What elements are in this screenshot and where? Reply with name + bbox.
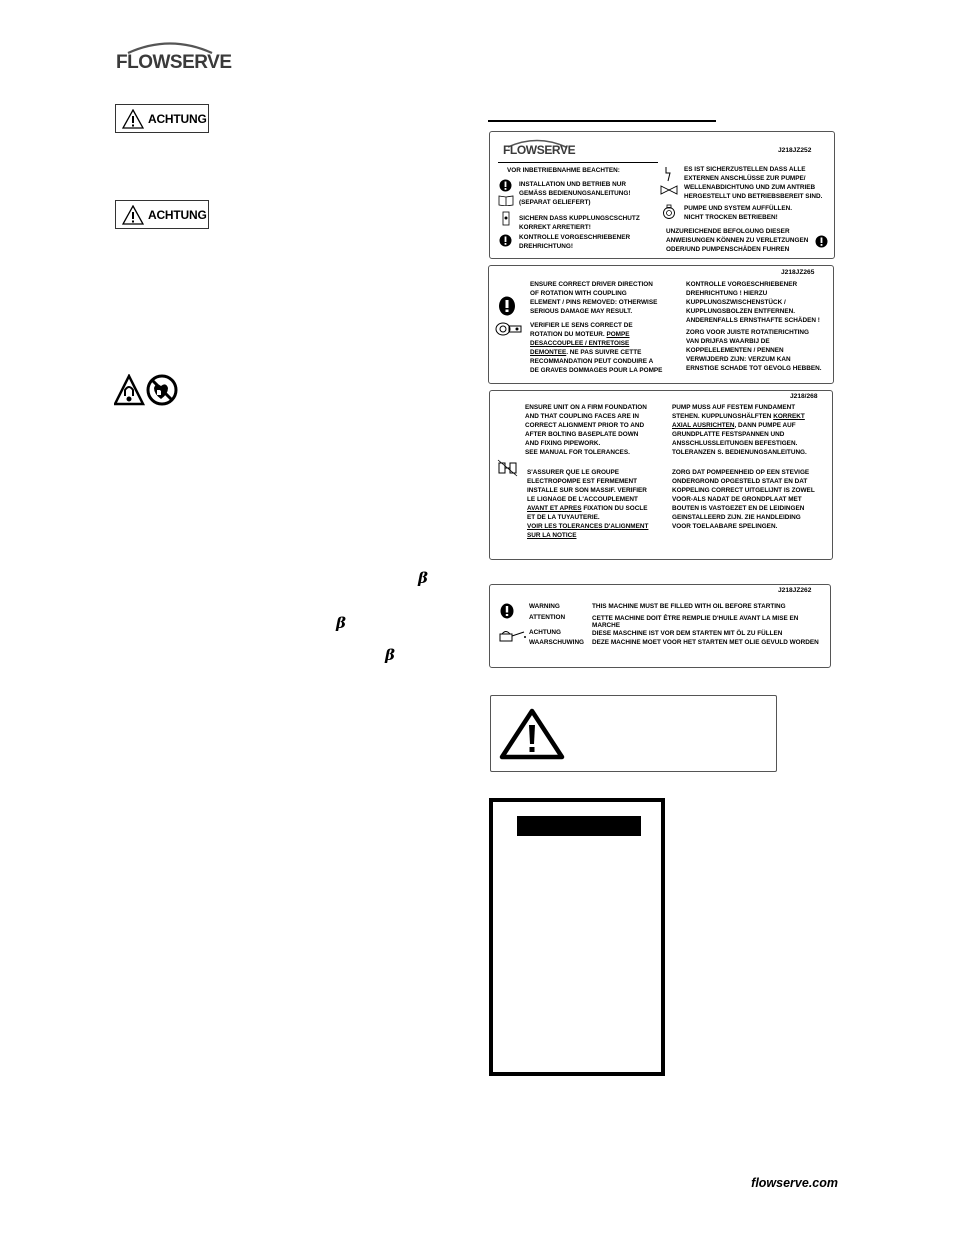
en-text: ENSURE CORRECT DRIVER DIRECTION OF ROTATION WITH COUPLING ELEMENT / PINS REMOVED: OTHERWISE SERIOUS DAMAGE MAY RESULT. (530, 281, 658, 315)
beta-symbol: β (336, 614, 346, 632)
de-text: PUMP MUSS AUF FESTEM FUNDAMENT STEHEN. KUPPLUNGSHÄLFTEN KORREKT AXIAL AUSRICHTEN, DANN PUMPE AUF GRUNDPLATTE FESTSPANNEN UND ANSSCHLUSSLEITUNGEN BEFESTIGEN. TOLERANZEN S. BEDIENUNGSANLEITUNG. (672, 404, 807, 456)
fr-text: S'ASSURER QUE LE GROUPE ELECTROPOMPE EST FERMEMENT INSTALLE SUR SON MASSIF. VERIFIER LE LIGNAGE DE L'ACCOUPLEMENT AVANT ET APRES FIXATION DU SOCLE ET DE LA TUYAUTERIE. VOIR LES TOLERANCES D'ALIGNMENT SUR LA NOTICE (527, 469, 649, 539)
exclamation-icon (815, 235, 828, 248)
section-divider (488, 120, 716, 122)
alignment-check-icon (497, 459, 519, 477)
footer-url: flowserve.com (751, 1176, 838, 1190)
exclamation-icon (500, 603, 514, 619)
warning-key: WARNING (529, 603, 560, 610)
beta-symbol: β (385, 646, 395, 664)
safety-label-1 (489, 131, 835, 259)
exclamation-icon (499, 179, 512, 192)
flowserve-logo (116, 40, 232, 82)
achtung-badge-2 (115, 200, 209, 229)
warning-triangle-icon (122, 205, 144, 225)
attention-key: ATTENTION (529, 614, 566, 621)
achtung-badge-1 (115, 104, 209, 133)
en-text: ENSURE UNIT ON A FIRM FOUNDATION AND THAT COUPLING FACES ARE IN CORRECT ALIGNMENT PRIOR TO AND AFTER BOLTING BASEPLATE DOWN AND FIXING PIPEWORK. SEE MANUAL FOR TOLERANCES. (525, 404, 647, 456)
logo-text: FLOWSERVE (116, 52, 232, 73)
valve-icon (660, 184, 678, 196)
label-title: VOR INBETRIEBNAHME BEACHTEN: (507, 167, 620, 174)
coupling-guard-icon (500, 210, 512, 226)
de-text: KONTROLLE VORGESCHRIEBENER DREHRICHTUNG ! HIERZU KUPPLUNGSZWISCHENSTÜCK / KUPPLUNGSBOLZEN ENTFERNEN. ANDERENFALLS ERNSTHAFTE SCHÄDEN ! (686, 281, 820, 324)
achtung-text: DIESE MASCHINE IST VOR DEM STARTEN MIT ÖL ZU FÜLLEN (592, 630, 783, 637)
manual-book-icon (498, 194, 514, 206)
exclamation-icon (499, 234, 512, 247)
general-warning-panel (490, 695, 777, 772)
waarschuwing-key: WAARSCHUWING (529, 639, 585, 646)
instruction-text: INSTALLATION UND BETRIEB NUR GEMÄSS BEDIENUNGSANLEITUNG! (SEPARAT GELIEFERT) (519, 181, 631, 206)
electric-connection-icon (662, 166, 674, 182)
warning-triangle-icon (499, 708, 565, 760)
safety-label-4 (489, 584, 831, 668)
notice-header-bar (517, 816, 641, 836)
fill-pump-icon (662, 204, 676, 220)
coupling-rotation-icon (495, 322, 523, 336)
oil-can-icon (497, 629, 527, 643)
non-compliance-text: UNZUREICHENDE BEFOLGUNG DIESER ANWEISUNGEN KÖNNEN ZU VERLETZUNGEN ODER/UND PUMPENSCHÄDEN FUHREN (666, 228, 809, 253)
exclamation-icon (498, 296, 516, 316)
label-code: J218JZ252 (778, 147, 812, 154)
safety-label-3 (489, 390, 833, 560)
external-connections-text: ES IST SICHERZUSTELLEN DASS ALLE EXTERNEN ANSCHLÜSSE ZUR PUMPE/ WELLENABDICHTUNG UND ZUM ANTRIEB HERGESTELLT UND BETRIEBSBEREIT SIND. (684, 166, 823, 200)
label-code: J218JZ265 (781, 269, 815, 276)
achtung-key: ACHTUNG (529, 629, 561, 636)
achtung-label: ACHTUNG (148, 207, 207, 222)
label-code: J218JZ262 (778, 587, 812, 594)
label-logo-text: FLOWSERVE (503, 143, 576, 157)
nl-text: ZORG VOOR JUISTE ROTATIERICHTING VAN DRIJFAS WAARBIJ DE KOPPELELEMENTEN / PENNEN VERWIJDERD ZIJN: VERZUM KAN ERNSTIGE SCHADE TOT GEVOLG HEBBEN. (686, 329, 822, 372)
coupling-guard-text: SICHERN DASS KUPPLUNGSCSCHUTZ KORREKT ARRETIERT! (519, 215, 640, 231)
nl-text: ZORG DAT POMPEENHEID OP EEN STEVIGE ONDERGROND OPGESTELD STAAT EN DAT KOPPELING CORRECT UITGELIJNT IS ZOWEL VOOR-ALS NADAT DE GRONDPLAAT MET BOUTEN IS VASTGEZET EN DE LEIDINGEN GEINSTALLEERD ZIJN. ZIE HANDLEIDING VOOR TOELAABARE SPELINGEN. (672, 469, 815, 530)
achtung-label: ACHTUNG (148, 111, 207, 126)
label-rule (498, 162, 658, 163)
safety-label-2 (488, 265, 834, 384)
attention-text: CETTE MACHINE DOIT ÊTRE REMPLIE D'HUILE AVANT LA MISE EN MARCHE (592, 615, 799, 629)
warning-text: THIS MACHINE MUST BE FILLED WITH OIL BEFORE STARTING (592, 603, 786, 610)
notice-frame (489, 798, 665, 1076)
fill-pump-text: PUMPE UND SYSTEM AUFFÜLLEN. NICHT TROCKEN BETRIEBEN! (684, 205, 793, 221)
label-code: J218/268 (790, 393, 818, 400)
waarschuwing-text: DEZE MACHINE MOET VOOR HET STARTEN MET OLIE GEVULD WORDEN (592, 639, 819, 646)
rotation-check-text: KONTROLLE VORGESCHRIEBENER DREHRICHTUNG! (519, 234, 631, 250)
fr-text: VERIFIER LE SENS CORRECT DE ROTATION DU MOTEUR. POMPE DESACCOUPLEE / ENTRETOISE DEMONTEE. NE PAS SUIVRE CETTE RECOMMANDATION PEUT CONDUIRE A DE GRAVES DOMMAGES POUR LA POMPE (530, 322, 663, 374)
beta-symbol: β (418, 569, 428, 587)
pacemaker-warning-icon (114, 374, 180, 406)
warning-triangle-icon (122, 109, 144, 129)
